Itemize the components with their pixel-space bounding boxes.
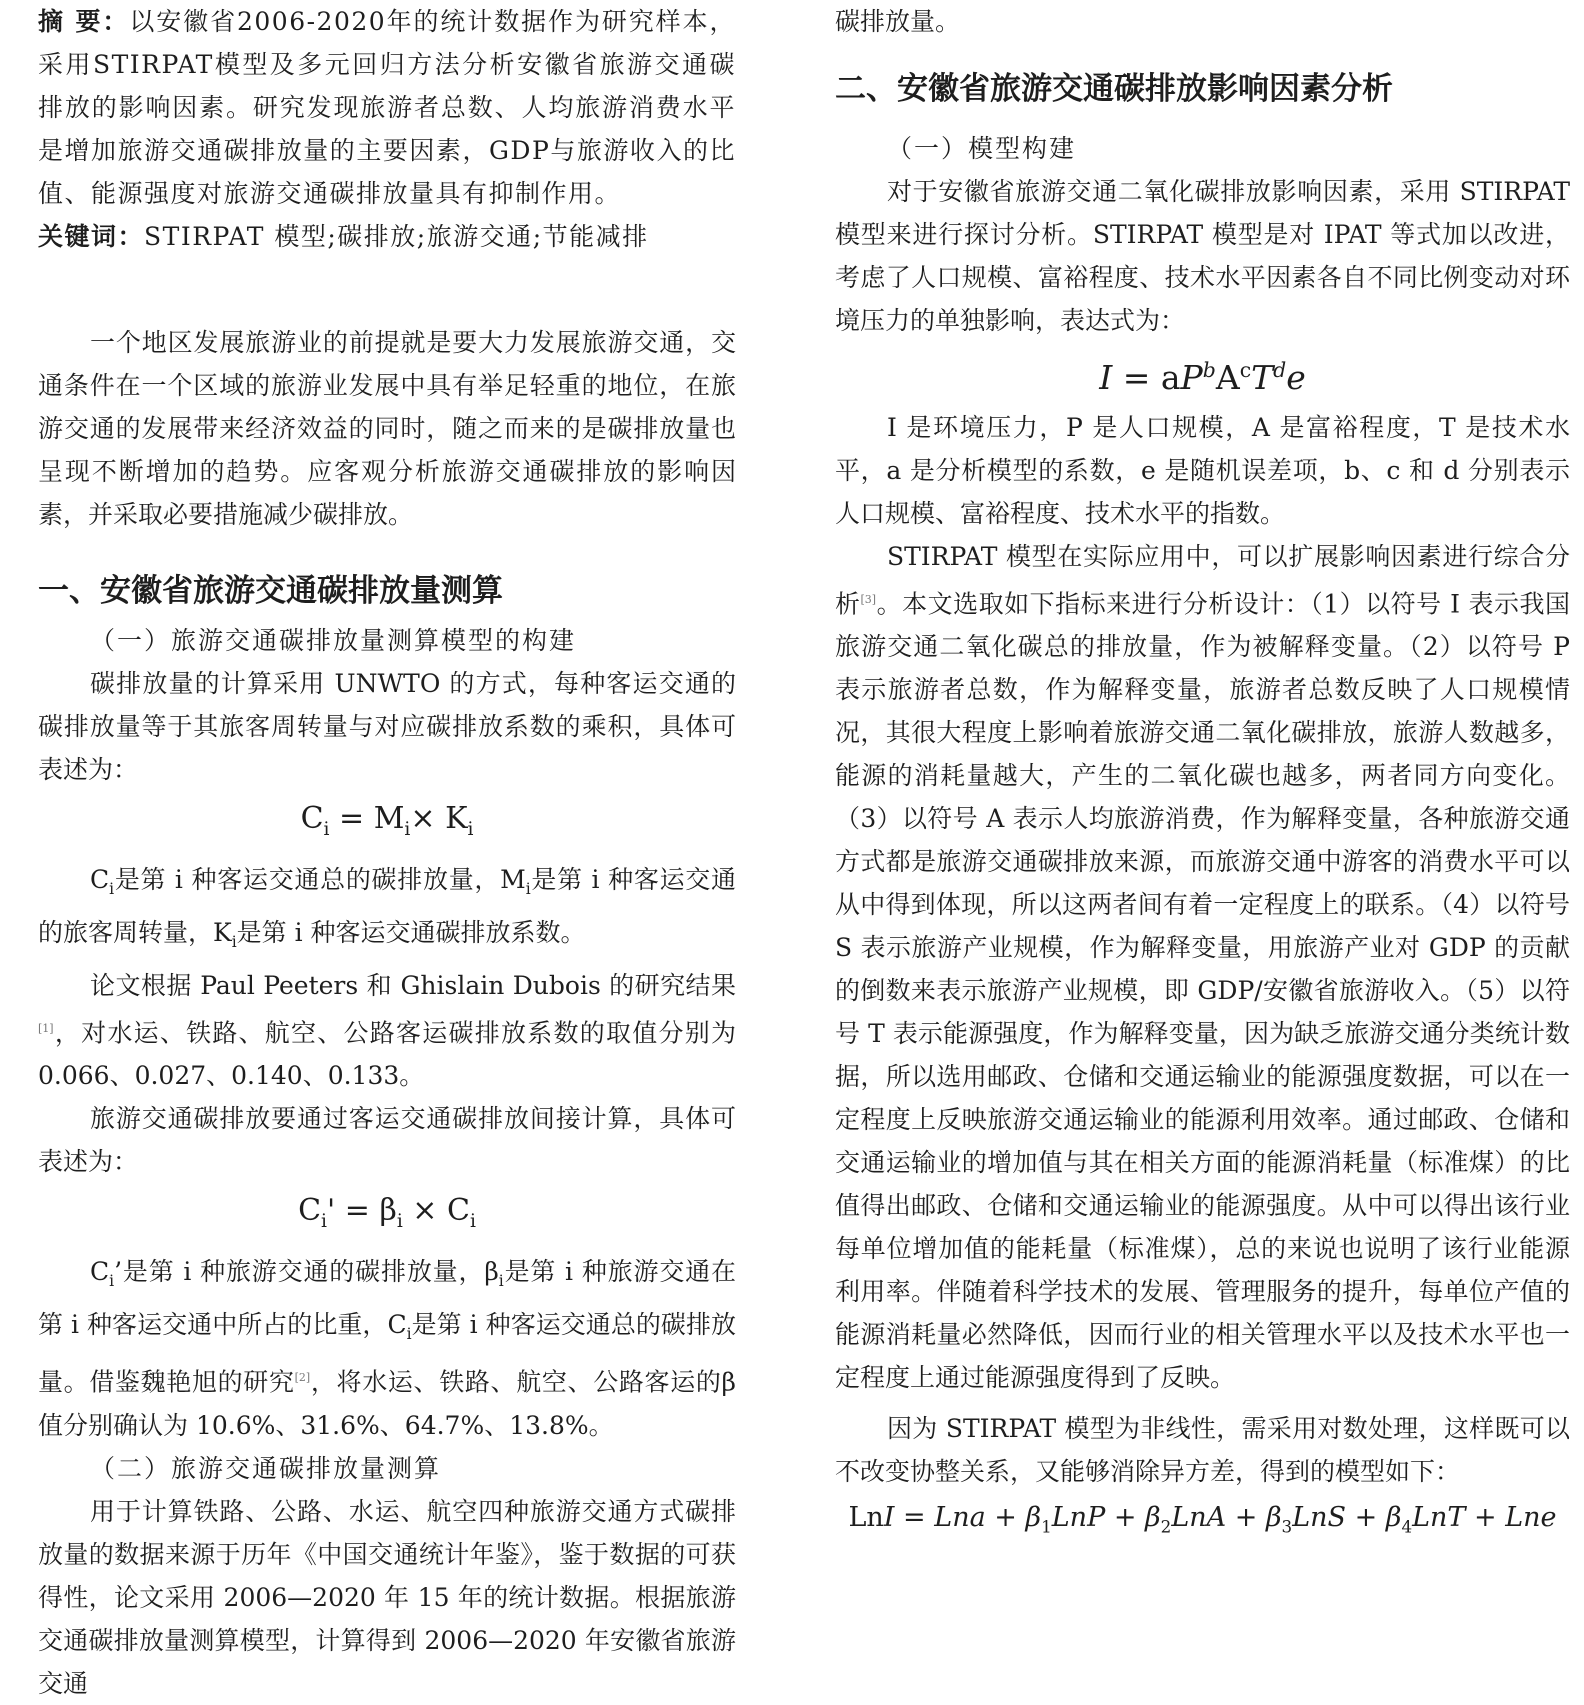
- abstract: [38, 0, 736, 215]
- paragraph-carbon-calc: 碳排放量的计算采用 UNWTO 的方式，每种客运交通的碳排放量等于其旅客周转量与对应碳排放系数的乘积，具体可表述为：: [38, 669, 736, 784]
- paragraph-indicator-selection: STIRPAT 模型在实际应用中，可以扩展影响因素进行综合分析[3]。本文选取如下指标来进行分析设计：（1）以符号 I 表示我国旅游交通二氧化碳总的排放量，作为被解释变量。（2）以符号 P 表示旅游者总数，作为解释变量，旅游者总数反映了人口规模情况，其很大程度上影响着旅游交通二氧化碳排放，旅游人数越多，能源的消耗量越大，产生的二氧化碳也越多，两者同方向变化。（3）以符号 A 表示人均旅游消费，作为解释变量，各种旅游交通方式都是旅游交通碳排放来源，而旅游交通中游客的消费水平可以从中得到体现，所以这两者间有着一定程度上的联系。（4）以符号 S 表示旅游产业规模，作为解释变量，用旅游产业对 GDP 的贡献的倒数来表示旅游产业规模，即 GDP/安徽省旅游收入。（5）以符号 T 表示能源强度，作为解释变量，因为缺乏旅游交通分类统计数据，所以选用邮政、仓储和交通运输业的能源强度数据，可以在一定程度上反映旅游交通运输业的能源利用效率。通过邮政、仓储和交通运输业的增加值与其在相关方面的能源消耗量（标准煤）的比值得出邮政、仓储和交通运输业的能源强度。从中可以得出该行业每单位增加值的能耗量（标准煤），总的来说也说明了该行业能源利用率。伴随着科学技术的发展、管理服务的提升，每单位产值的能源消耗量必然降低，因而行业的相关管理水平以及技术水平也一定程度上通过能源强度得到了反映。: [835, 542, 1570, 1393]
- keywords-label: 关键词：: [38, 222, 145, 251]
- paragraph-log-transform: 因为 STIRPAT 模型为非线性，需采用对数处理，这样既可以不改变协整关系，又能够消除异方差，得到的模型如下：: [835, 1414, 1570, 1487]
- paragraph-emission-coefficients: 论文根据 Paul Peeters 和 Ghislain Dubois 的研究结果[1]，对水运、铁路、航空、公路客运碳排放系数的取值分别为 0.066、0.027、0.140、0.133。: [38, 971, 736, 1091]
- subsection-2-1-title: （一）模型构建: [887, 134, 1077, 163]
- keywords: [38, 215, 736, 258]
- paragraph-variable-definitions: I 是环境压力，P 是人口规模，A 是富裕程度，T 是技术水平，a 是分析模型的系数，e 是随机误差项，b、c 和 d 分别表示人口规模、富裕程度、技术水平的指数。: [835, 413, 1570, 528]
- section-1-title: 一、安徽省旅游交通碳排放量测算: [38, 573, 503, 609]
- subsection-1-2-title: （二）旅游交通碳排放量测算: [90, 1453, 442, 1483]
- paragraph-ci-definition: $C_i$是第 i 种客运交通总的碳排放量，$M_i$是第 i 种客运交通的旅客周转量，$K_i$是第 i 种客运交通碳排放系数。: [38, 865, 737, 951]
- citation-1[interactable]: [1]: [38, 1022, 54, 1035]
- left-column: [38, 0, 736, 1705]
- abstract-label: 摘 要：: [38, 7, 130, 36]
- formula-ci-prime: $C_i' = \beta_i \times C_i$: [298, 1193, 476, 1233]
- paragraph-stirpat-intro: 对于安徽省旅游交通二氧化碳排放影响因素，采用 STIRPAT 模型来进行探讨分析。STIRPAT 模型是对 IPAT 等式加以改进，考虑了人口规模、富裕程度、技术水平因素各自不同比例变动对环境压力的单独影响，表达式为：: [835, 177, 1570, 335]
- subsection-1-1-title: （一）旅游交通碳排放量测算模型的构建: [90, 626, 577, 655]
- paragraph-beta-values: $C_i$’是第 i 种旅游交通的碳排放量，$\beta_i$是第 i 种旅游交通在第 i 种客运交通中所占的比重，$C_i$是第 i 种客运交通总的碳排放量。借鉴魏艳旭的研究[2]，将水运、铁路、航空、公路客运的β值分别确认为 10.6%、31.6%、64.7%、13.8%。: [38, 1257, 737, 1440]
- continued-text: 碳排放量。: [835, 7, 961, 36]
- abstract-text: 以安徽省2006-2020年的统计数据作为研究样本，采用STIRPAT模型及多元回归方法分析安徽省旅游交通碳排放的影响因素。研究发现旅游者总数、人均旅游消费水平是增加旅游交通碳排放量的主要因素，GDP与旅游收入的比值、能源强度对旅游交通碳排放量具有抑制作用。: [38, 7, 736, 208]
- formula-log-model: LnI = Lna + $\beta_1LnP + \beta_2LnA + \beta_3LnS + \beta_4LnT$ + Lne: [848, 1502, 1557, 1537]
- formula-stirpat: $I = aP^bA^cT^de$: [1099, 358, 1306, 397]
- section-2-title: 二、安徽省旅游交通碳排放影响因素分析: [835, 71, 1393, 107]
- intro-paragraph: 一个地区发展旅游业的前提就是要大力发展旅游交通，交通条件在一个区域的旅游业发展中具有举足轻重的地位，在旅游交通的发展带来经济效益的同时，随之而来的是碳排放量也呈现不断增加的趋势。应客观分析旅游交通碳排放的影响因素，并采取必要措施减少碳排放。: [38, 328, 736, 529]
- citation-2[interactable]: [2]: [294, 1371, 311, 1385]
- paragraph-data-source: 用于计算铁路、公路、水运、航空四种旅游交通方式碳排放量的数据来源于历年《中国交通统计年鉴》，鉴于数据的可获得性，论文采用 2006—2020 年 15 年的统计数据。根据旅游交通碳排放量测算模型，计算得到 2006—2020 年安徽省旅游交通: [38, 1496, 736, 1698]
- citation-3[interactable]: [3]: [860, 593, 877, 606]
- right-column: [835, 0, 1570, 1552]
- paragraph-indirect-calc: 旅游交通碳排放要通过客运交通碳排放间接计算，具体可表述为：: [38, 1104, 736, 1177]
- formula-ci: $C_i = M_i\times K_i$: [300, 801, 474, 840]
- keywords-text: STIRPAT 模型;碳排放;旅游交通;节能减排: [144, 222, 649, 251]
